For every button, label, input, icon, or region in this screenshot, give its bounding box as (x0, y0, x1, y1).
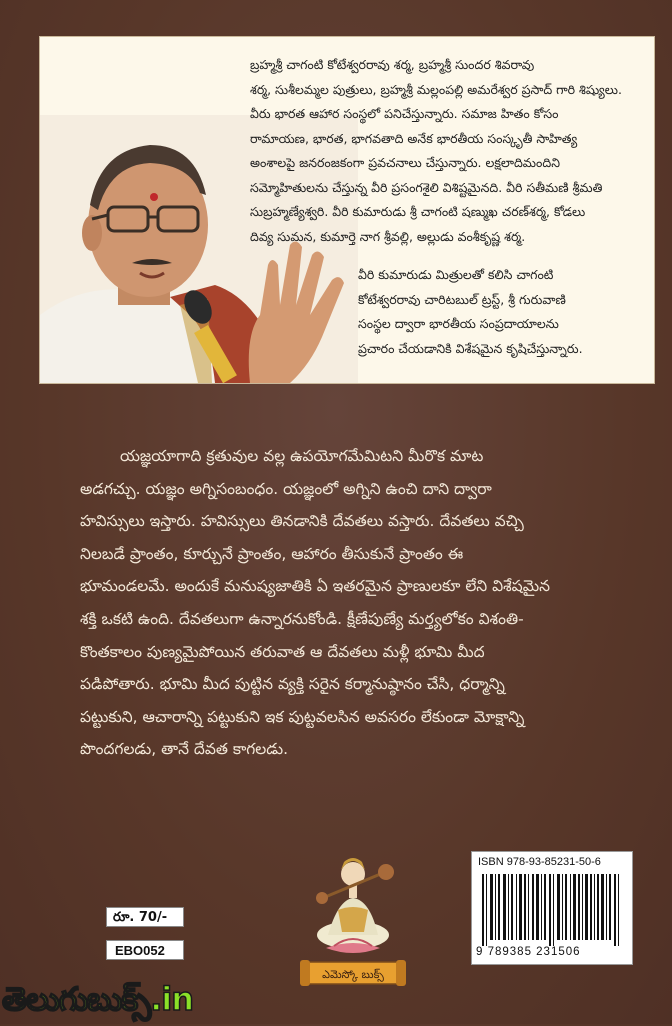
barcode-number: 9 789385 231506 (476, 946, 581, 958)
main-line: శక్తి ఒకటి ఉంది. దేవతలుగా ఉన్నారనుకోండి. క్షీణేపుణ్యే మర్త్యలోకం విశంతి- (80, 609, 524, 628)
price-label: రూ. 70/- (106, 907, 184, 927)
publisher-name: ఎమెస్కో బుక్స్ (322, 968, 384, 981)
book-code-label: EBO052 (106, 940, 184, 960)
bio-line: బ్రహ్మశ్రీ చాగంటి కోటేశ్వరరావు శర్మ, బ్రహ్మశ్రీ సుందర శివరావు (250, 57, 535, 72)
main-line: పడిపోతారు. భూమి మీద పుట్టిన వ్యక్తి సరైన కర్మానుష్ఠానం చేసి, ధర్మాన్ని (80, 675, 505, 694)
main-line: యజ్ఞయాగాది క్రతువుల వల్ల ఉపయోగమేమిటని మీరొక మాట (120, 447, 484, 465)
publisher-logo (298, 840, 408, 990)
bio-line: సుబ్రహ్మణ్యేశ్వరి. వీరి కుమారుడు శ్రీ చాగంటి షణ్ముఖ చరణ్‌శర్మ, కోడలు (250, 204, 586, 219)
bio-line: కోటేశ్వరరావు చారిటబుల్ ట్రస్ట్, శ్రీ గురువాణి (358, 291, 566, 307)
bio-line: అంశాలపై జనరంజకంగా ప్రవచనాలు చేస్తున్నారు. లక్షలాదిమందిని (250, 155, 560, 170)
main-line: పట్టుకుని, ఆచారాన్ని పట్టుకుని ఇక పుట్టవలసిన అవసరం లేకుండా మోక్షాన్ని (80, 707, 525, 726)
main-line: హవిస్సులు ఇస్తారు. హవిస్సులు తినడానికి దేవతలు వస్తారు. దేవతలు వచ్చి (80, 512, 524, 531)
isbn-label: ISBN 978-93-85231-50-6 (478, 856, 601, 868)
main-line: నిలబడే ప్రాంతం, కూర్చునే ప్రాంతం, ఆహారం తీసుకునే ప్రాంతం ఈ (80, 544, 464, 563)
main-line: అడగచ్చు. యజ్ఞం అగ్నిసంబంధం. యజ్ఞంలో అగ్నిని ఉంచి దాని ద్వారా (80, 479, 492, 498)
main-line: భూమండలమే. అందుకే మనుష్యజాతికి ఏ ఇతరమైన ప్రాణులకూ లేని విశేషమైన (80, 577, 550, 596)
site-watermark: తెలుగుబుక్స్.in (2, 980, 194, 1018)
bio-line: శర్మ, సుశీలమ్మల పుత్రులు, బ్రహ్మశ్రీ మల్లంపల్లి అమరేశ్వర ప్రసాద్ గారి శిష్యులు. (250, 81, 622, 97)
main-text (80, 440, 620, 766)
bio-line: ప్రచారం చేయడానికి విశేషమైన కృషిచేస్తున్నారు. (358, 340, 583, 356)
isbn-barcode-box (471, 851, 633, 965)
bio-line: దివ్య సుమన, కుమార్తె నాగ శ్రీవల్లి, అల్లుడు వంశీకృష్ణ శర్మ. (250, 228, 526, 244)
bio-line: రామాయణ, భారత, భాగవతాది అనేక భారతీయ సంస్కృతీ సాహిత్య (250, 130, 578, 146)
main-line: కొంతకాలం పుణ్యమైపోయిన తరువాత ఆ దేవతలు మళ్లీ భూమి మీద (80, 642, 485, 661)
bio-line: వీరు భారత ఆహార సంస్థలో పనిచేస్తున్నారు. సమాజ హితం కోసం (250, 106, 559, 121)
bio-line: సంస్థల ద్వారా భారతీయ సంప్రదాయాలను (358, 316, 559, 331)
bio-text (70, 53, 642, 361)
barcode-icon (480, 874, 624, 946)
bio-line: సమ్మోహితులను చేస్తున్న వీరి ప్రసంగశైలి విశిష్టమైనది. వీరి సతీమణి శ్రీమతి (250, 179, 603, 195)
author-bio-panel (40, 37, 654, 383)
bio-line: వీరి కుమారుడు మిత్రులతో కలిసి చాగంటి (358, 267, 554, 282)
main-line: పొందగలడు, తానే దేవత కాగలడు. (80, 740, 289, 759)
